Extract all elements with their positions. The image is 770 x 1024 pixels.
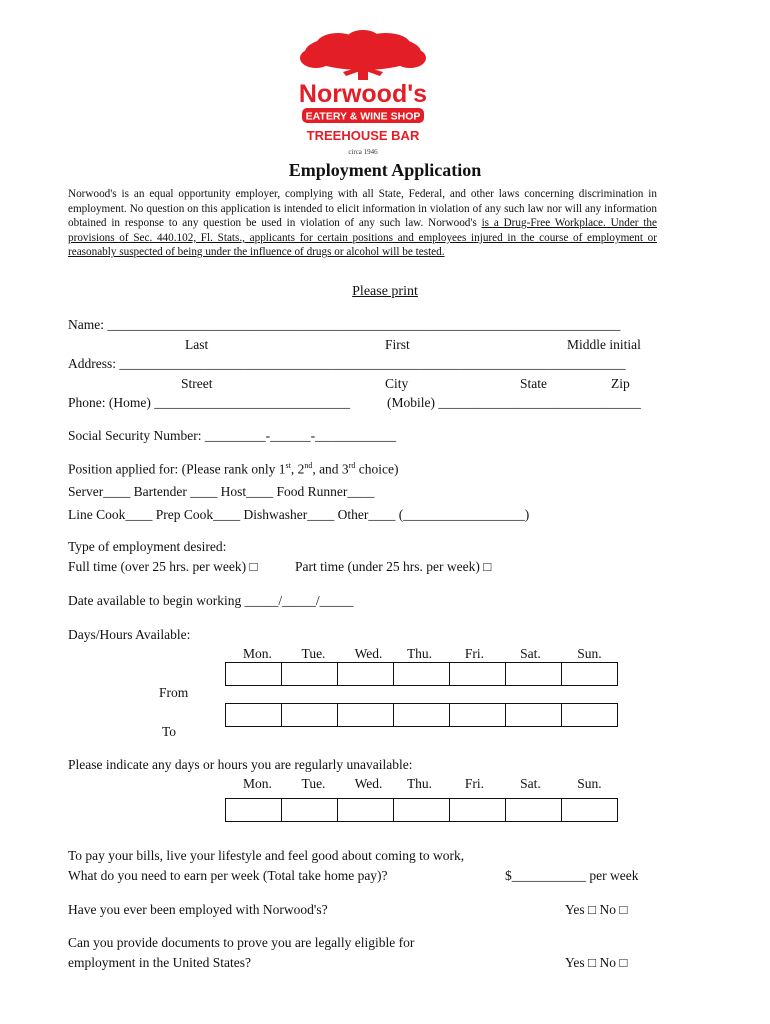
day-header-thu: Thu. xyxy=(406,776,433,791)
day-header-wed: Wed. xyxy=(354,646,383,661)
day-header-tue: Tue. xyxy=(301,646,326,661)
day-header-tue: Tue. xyxy=(301,776,326,791)
address-street-label: Street xyxy=(181,376,213,391)
day-header-fri: Fri. xyxy=(464,776,485,791)
to-cell[interactable] xyxy=(226,704,282,727)
unavailable-cell[interactable] xyxy=(394,799,450,822)
position-row-2[interactable]: Line Cook____ Prep Cook____ Dishwasher____ Other____ (__________________) xyxy=(68,507,530,522)
name-first-label: First xyxy=(385,337,410,352)
eligibility-question-line-1: Can you provide documents to prove you are legally eligible for xyxy=(68,935,415,950)
date-available-field[interactable]: Date available to begin working _____/_____/_____ xyxy=(68,593,354,608)
earnings-question-line-2: What do you need to earn per week (Total take home pay)? xyxy=(68,868,388,883)
svg-text:EATERY & WINE SHOP: EATERY & WINE SHOP xyxy=(305,110,421,123)
full-time-checkbox[interactable]: Full time (over 25 hrs. per week) □ xyxy=(68,559,258,574)
earnings-amount-field[interactable]: $___________ per week xyxy=(505,868,639,883)
position-label: Position applied for: (Please rank only 1st, 2nd, and 3rd choice) xyxy=(68,461,399,477)
please-print-label: Please print xyxy=(352,284,418,299)
to-cell[interactable] xyxy=(282,704,338,727)
to-cell[interactable] xyxy=(450,704,506,727)
to-cell[interactable] xyxy=(394,704,450,727)
svg-text:TREEHOUSE BAR: TREEHOUSE BAR xyxy=(306,128,420,143)
intro-paragraph xyxy=(68,187,657,260)
from-cell[interactable] xyxy=(450,663,506,686)
name-last-label: Last xyxy=(185,337,209,352)
from-cell[interactable] xyxy=(394,663,450,686)
day-header-mon: Mon. xyxy=(243,776,272,791)
day-header-mon: Mon. xyxy=(243,646,272,661)
address-state-label: State xyxy=(520,376,547,391)
to-cell[interactable] xyxy=(506,704,562,727)
earnings-question-line-1: To pay your bills, live your lifestyle and feel good about coming to work, xyxy=(68,848,465,863)
unavailable-cell[interactable] xyxy=(226,799,282,822)
availability-to-row xyxy=(225,703,618,727)
from-cell[interactable] xyxy=(338,663,394,686)
eligibility-question-line-2: employment in the United States? xyxy=(68,955,251,970)
unavailable-cell[interactable] xyxy=(338,799,394,822)
employed-before-yes-no[interactable]: Yes □ No □ xyxy=(565,902,628,917)
unavailable-row xyxy=(225,798,618,822)
phone-mobile-field[interactable]: (Mobile) ______________________________ xyxy=(387,395,641,410)
intro-text: Norwood's is an equal opportunity employer, complying with all State, Federal, and other laws concerning discrimination in employment. No question on this application is intended to elicit information in violation of any such law nor will any information obtained in response to any question be used in violation of any such law. Norwood's xyxy=(68,188,657,230)
unavailable-cell[interactable] xyxy=(282,799,338,822)
employed-before-question: Have you ever been employed with Norwood's? xyxy=(68,902,328,917)
phone-home-field[interactable]: Phone: (Home) _____________________________ xyxy=(68,395,350,410)
page-title: Employment Application xyxy=(288,160,482,180)
day-header-sat: Sat. xyxy=(520,776,541,791)
day-header-wed: Wed. xyxy=(354,776,383,791)
day-header-fri: Fri. xyxy=(464,646,485,661)
from-cell[interactable] xyxy=(226,663,282,686)
intro-drug-free-text: is a Drug-Free Workplace. Under the provisions of Sec. 440.102, Fl. Stats., applicants for certain positions and employees injured in the course of employment or reasonably suspected of being under the influence of drugs or alcohol will be tested. xyxy=(68,217,657,259)
unavailable-cell[interactable] xyxy=(506,799,562,822)
unavailable-cell[interactable] xyxy=(562,799,618,822)
address-field[interactable]: Address: ___________________________________________________________________________ xyxy=(68,356,626,371)
part-time-checkbox[interactable]: Part time (under 25 hrs. per week) □ xyxy=(295,559,492,574)
from-cell[interactable] xyxy=(282,663,338,686)
to-cell[interactable] xyxy=(562,704,618,727)
to-label: To xyxy=(162,724,177,739)
svg-text:Norwood's: Norwood's xyxy=(298,80,428,108)
ssn-field[interactable]: Social Security Number: _________-______-____________ xyxy=(68,428,397,443)
day-header-sat: Sat. xyxy=(520,646,541,661)
svg-text:circa 1946: circa 1946 xyxy=(348,148,378,156)
employment-type-label: Type of employment desired: xyxy=(68,539,227,554)
from-cell[interactable] xyxy=(562,663,618,686)
address-city-label: City xyxy=(385,376,409,391)
unavailable-label: Please indicate any days or hours you are regularly unavailable: xyxy=(68,757,413,772)
position-row-1[interactable]: Server____ Bartender ____ Host____ Food Runner____ xyxy=(68,484,375,499)
day-header-sun: Sun. xyxy=(577,646,602,661)
day-header-sun: Sun. xyxy=(577,776,602,791)
availability-from-row xyxy=(225,662,618,686)
address-zip-label: Zip xyxy=(611,376,630,391)
name-field[interactable]: Name: ____________________________________________________________________________ xyxy=(68,317,621,332)
eligibility-yes-no[interactable]: Yes □ No □ xyxy=(565,955,628,970)
from-label: From xyxy=(159,685,189,700)
name-middle-label: Middle initial xyxy=(567,337,641,352)
days-hours-label: Days/Hours Available: xyxy=(68,627,191,642)
from-cell[interactable] xyxy=(506,663,562,686)
norwoods-logo xyxy=(288,30,438,158)
tree-icon xyxy=(288,30,438,158)
unavailable-cell[interactable] xyxy=(450,799,506,822)
to-cell[interactable] xyxy=(338,704,394,727)
day-header-thu: Thu. xyxy=(406,646,433,661)
